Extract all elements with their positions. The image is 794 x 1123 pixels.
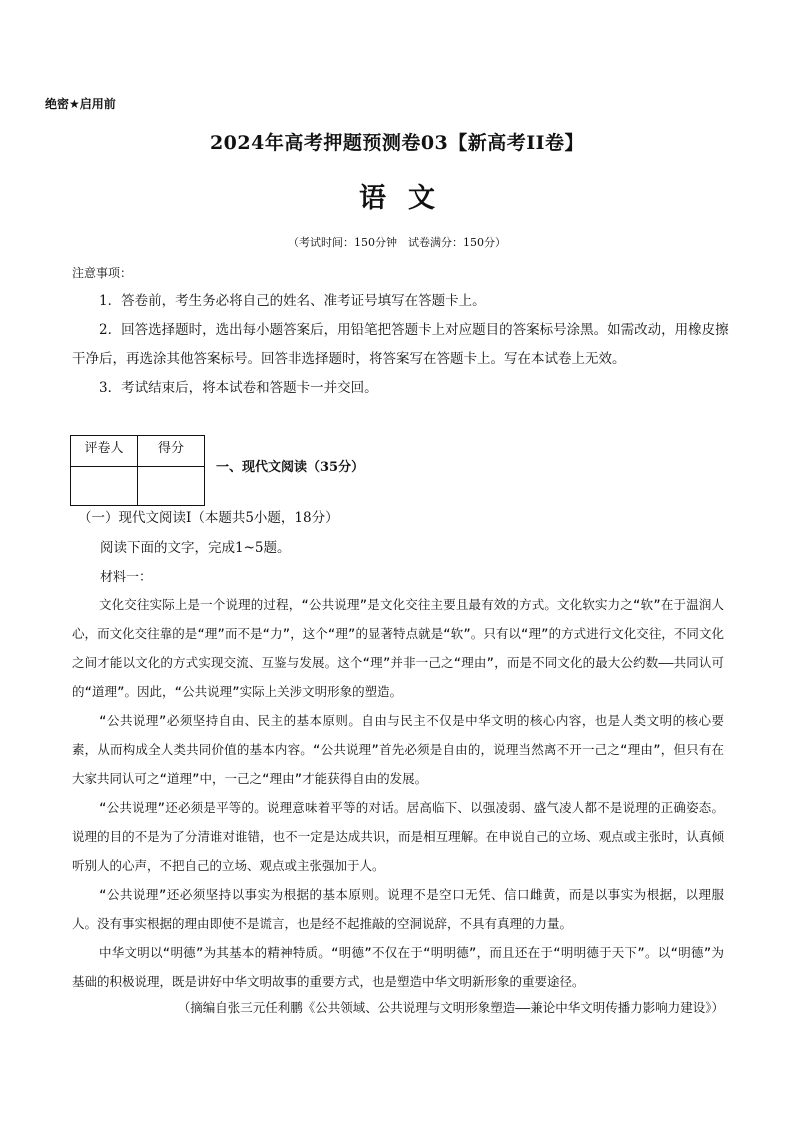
- exam-title: 2024年高考押题预测卷03【新高考II卷】: [209, 132, 585, 154]
- notice-item: 2．回答选择题时，选出每小题答案后，用铅笔把答题卡上对应题目的答案标号涂黑。如需改动，用橡皮擦干净后，再选涂其他答案标号。回答非选择题时，将答案写在答题卡上。写在本试卷上无效。: [72, 322, 729, 367]
- subject-title: 语文: [359, 183, 457, 214]
- passage-paragraph: 文化交往实际上是一个说理的过程，“公共说理”是文化交往主要且最有效的方式。文化软实力之“软”在于温润人心，而文化交往靠的是“理”而不是“力”，这个“理”的显著特点就是“软”。只有以“理”的方式进行文化交往，不同文化之间才能以文化的方式实现交流、互鉴与发展。这个“理”并非一己之“理由”，而是不同文化的最大公约数——共同认可的“道理”。因此，“公共说理”实际上关涉文明形象的塑造。: [72, 597, 724, 699]
- passage-paragraph: 中华文明以“明德”为其基本的精神特质。“明德”不仅在于“明明德”，而且还在于“明明德于天下”。以“明德”为基础的积极说理，既是讲好中华文明故事的重要方式，也是塑造中华文明新形象的重要途径。: [72, 945, 724, 989]
- score-cell[interactable]: [138, 467, 205, 506]
- score-table: [70, 435, 205, 506]
- notice-list: [72, 287, 732, 403]
- notice-item: 1．答卷前，考生务必将自己的姓名、准考证号填写在答题卡上。: [99, 293, 486, 309]
- passage-paragraph: “公共说理”还必须是平等的。说理意味着平等的对话。居高临下、以强凌弱、盛气凌人都不是说理的正确姿态。说理的目的不是为了分清谁对谁错，也不一定是达成共识，而是相互理解。在申说自己的立场、观点或主张时，认真倾听别人的心声，不把自己的立场、观点或主张强加于人。: [72, 800, 724, 873]
- exam-time-info: （考试时间：150分钟 试卷满分：150分）: [288, 236, 506, 249]
- grader-cell[interactable]: [71, 467, 138, 506]
- passage-source: （摘编自张三元任利鹏《公共领域、公共说理与文明形象塑造——兼论中华文明传播力影响力建设》）: [177, 1000, 724, 1015]
- reading-prompt: 阅读下面的文字，完成1~5题。: [100, 540, 291, 556]
- notice-heading: 注意事项：: [72, 266, 133, 280]
- passage-paragraph: “公共说理”还必须坚持以事实为根据的基本原则。说理不是空口无凭、信口雌黄，而是以事实为根据，以理服人。没有事实根据的理由即使不是谎言，也是经不起推敲的空洞说辞，不具有真理的力量。: [72, 887, 724, 931]
- grader-header: 评卷人: [71, 436, 138, 467]
- score-header: 得分: [138, 436, 205, 467]
- section-title: 一、现代文阅读（35分）: [216, 460, 365, 475]
- confidential-mark: 绝密★启用前: [45, 97, 116, 111]
- passage-paragraph: “公共说理”必须坚持自由、民主的基本原则。自由与民主不仅是中华文明的核心内容，也是人类文明的核心要素，从而构成全人类共同价值的基本内容。“公共说理”首先必须是自由的，说理当然离不开一己之“理由”，但只有在大家共同认可之“道理”中，一己之“理由”才能获得自由的发展。: [72, 713, 724, 786]
- subsection-title: （一）现代文阅读I（本题共5小题，18分）: [78, 510, 339, 526]
- reading-passage: [72, 590, 724, 996]
- material-label: 材料一：: [100, 570, 153, 585]
- notice-item: 3．考试结束后，将本试卷和答题卡一并交回。: [99, 380, 378, 396]
